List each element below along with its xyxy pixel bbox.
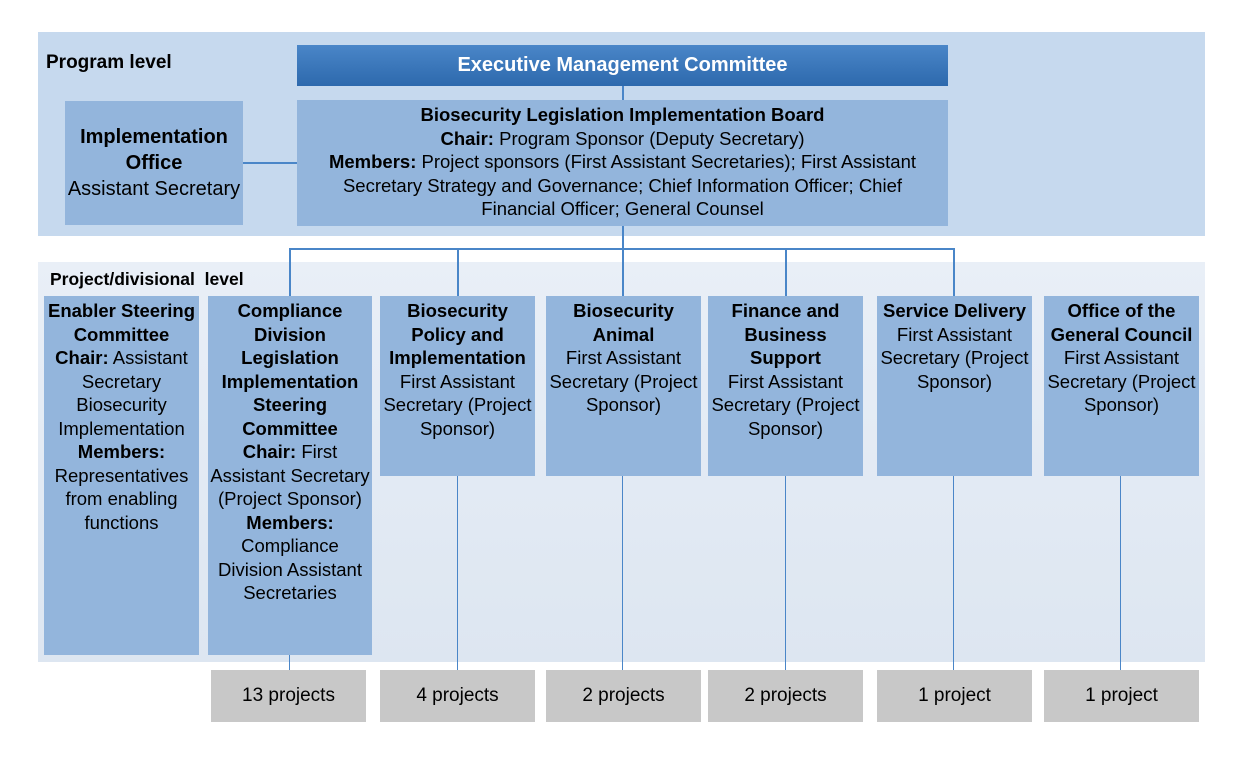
division-title: Finance and Business Support bbox=[731, 300, 840, 368]
projects-count-service bbox=[877, 670, 1032, 722]
board-members bbox=[297, 150, 948, 221]
implementation-office bbox=[65, 101, 243, 225]
division-compliance bbox=[208, 296, 372, 655]
division-role: First Assistant Secretary (Project Sponsor) bbox=[549, 347, 698, 415]
connector-projects-2 bbox=[457, 476, 458, 670]
connector-drop-4 bbox=[785, 248, 787, 296]
board-chair-value: Program Sponsor (Deputy Secretary) bbox=[499, 127, 805, 149]
division-title: Enabler Steering Committee bbox=[47, 300, 195, 345]
implementation-office-title: Implementation Office bbox=[80, 126, 228, 174]
projects-count-finance bbox=[708, 670, 863, 722]
division-finance bbox=[708, 296, 863, 476]
division-members-label: Members: bbox=[77, 441, 166, 462]
division-biosecurity-policy bbox=[380, 296, 535, 476]
projects-count-compliance bbox=[211, 670, 366, 722]
division-members-value: Compliance Division Assistant Secretaries bbox=[218, 535, 362, 603]
projects-count-label: 4 projects bbox=[416, 685, 499, 706]
division-enabler-steering bbox=[44, 296, 199, 655]
division-chair-label: Chair: bbox=[55, 347, 109, 368]
division-title: Biosecurity Animal bbox=[573, 300, 674, 345]
projects-count-council bbox=[1044, 670, 1199, 722]
projects-count-label: 2 projects bbox=[744, 685, 827, 706]
division-chair bbox=[208, 440, 372, 511]
board-title: Biosecurity Legislation Implementation Board bbox=[420, 104, 825, 125]
connector-drop-2 bbox=[457, 248, 459, 296]
board-members-value: Project sponsors (First Assistant Secretaries); First Assistant Secretary Strategy and Governance; Chief Information Officer; Chief Financial Officer; General Counsel bbox=[342, 151, 917, 219]
projects-count-label: 2 projects bbox=[582, 685, 665, 706]
connector-projects-1 bbox=[289, 655, 290, 670]
division-role: First Assistant Secretary (Project Sponsor) bbox=[383, 370, 532, 439]
division-biosecurity-animal bbox=[546, 296, 701, 476]
division-title: Office of the General Council bbox=[1050, 300, 1193, 345]
projects-count-policy bbox=[380, 670, 535, 722]
division-chair-label: Chair: bbox=[242, 441, 297, 462]
projects-count-label: 1 project bbox=[1085, 685, 1158, 706]
program-level-label: Program level bbox=[46, 52, 172, 73]
connector-projects-3 bbox=[622, 476, 623, 670]
projects-count-label: 1 project bbox=[918, 685, 991, 706]
connector-drop-5 bbox=[953, 248, 955, 296]
board-members-label: Members: bbox=[328, 151, 417, 172]
division-role: First Assistant Secretary (Project Sponsor) bbox=[880, 323, 1029, 392]
executive-title: Executive Management Committee bbox=[457, 54, 788, 76]
division-members-value: Representatives from enabling functions bbox=[54, 464, 189, 533]
board-chair bbox=[297, 127, 948, 151]
division-role: First Assistant Secretary (Project Sponsor) bbox=[1047, 347, 1196, 415]
implementation-office-role: Assistant Secretary bbox=[67, 178, 241, 200]
division-general-council bbox=[1044, 296, 1199, 476]
connector-projects-4 bbox=[785, 476, 786, 670]
division-role: First Assistant Secretary (Project Sponsor) bbox=[711, 370, 860, 439]
project-level-label: Project/divisional level bbox=[50, 269, 244, 289]
connector-exec-board bbox=[622, 86, 624, 100]
division-title: Compliance Division Legislation Implementation Steering Committee bbox=[221, 300, 359, 439]
connector-drop-3 bbox=[622, 248, 624, 296]
connector-projects-6 bbox=[1120, 476, 1121, 670]
division-title: Biosecurity Policy and Implementation bbox=[389, 300, 526, 368]
projects-count-animal bbox=[546, 670, 701, 722]
division-chair-value: First Assistant Secretary (Project Sponsor) bbox=[210, 441, 370, 509]
division-service-delivery bbox=[877, 296, 1032, 476]
projects-count-label: 13 projects bbox=[242, 685, 335, 706]
implementation-board bbox=[297, 100, 948, 226]
division-members-label: Members: bbox=[246, 511, 334, 533]
division-title: Service Delivery bbox=[883, 300, 1026, 321]
connector-board-down bbox=[622, 226, 624, 248]
board-chair-label: Chair: bbox=[440, 127, 494, 149]
connector-drop-1 bbox=[289, 248, 291, 296]
connector-office-board bbox=[243, 162, 297, 164]
division-chair bbox=[44, 346, 199, 440]
executive-management-committee bbox=[297, 45, 948, 86]
connector-projects-5 bbox=[953, 476, 954, 670]
division-chair-value: Assistant Secretary Biosecurity Implementation bbox=[58, 347, 188, 439]
